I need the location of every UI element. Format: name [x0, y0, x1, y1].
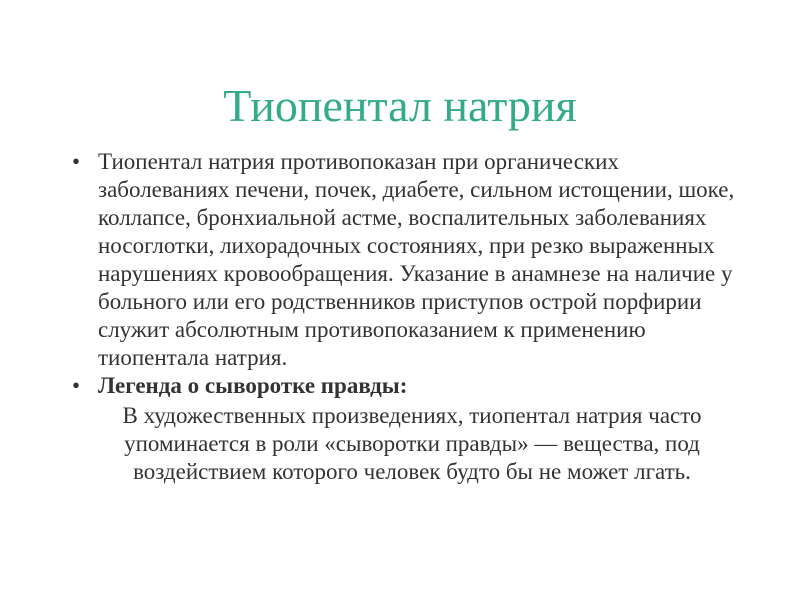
bullet-item-contraindications [72, 148, 742, 372]
slide-title: Тиопентал натрия [223, 80, 577, 131]
bullet-item-legend [72, 372, 742, 400]
contraindications-text: Тиопентал натрия противопоказан при органических заболеваниях печени, почек, диабете, сильном истощении, шоке, коллапсе, бронхиальной астме, воспалительных заболеваниях носоглотки, лихорадочных состояниях, при резко выраженных нарушениях кровообращения. Указание в анамнезе на наличие у больного или его родственников приступов острой порфирии служит абсолютным противопоказанием к применению тиопентала натрия. [98, 149, 735, 370]
legend-heading: Легенда о сыворотке правды: [98, 373, 408, 398]
slide-content [72, 148, 742, 486]
bullet-marker: • [72, 373, 81, 398]
legend-body-text: В художественных произведениях, тиопентал натрия часто упоминается в роли «сыворотки правды» — вещества, под воздействием которого человек будто бы не может лгать. [122, 403, 702, 484]
bullet-marker: • [72, 149, 81, 174]
